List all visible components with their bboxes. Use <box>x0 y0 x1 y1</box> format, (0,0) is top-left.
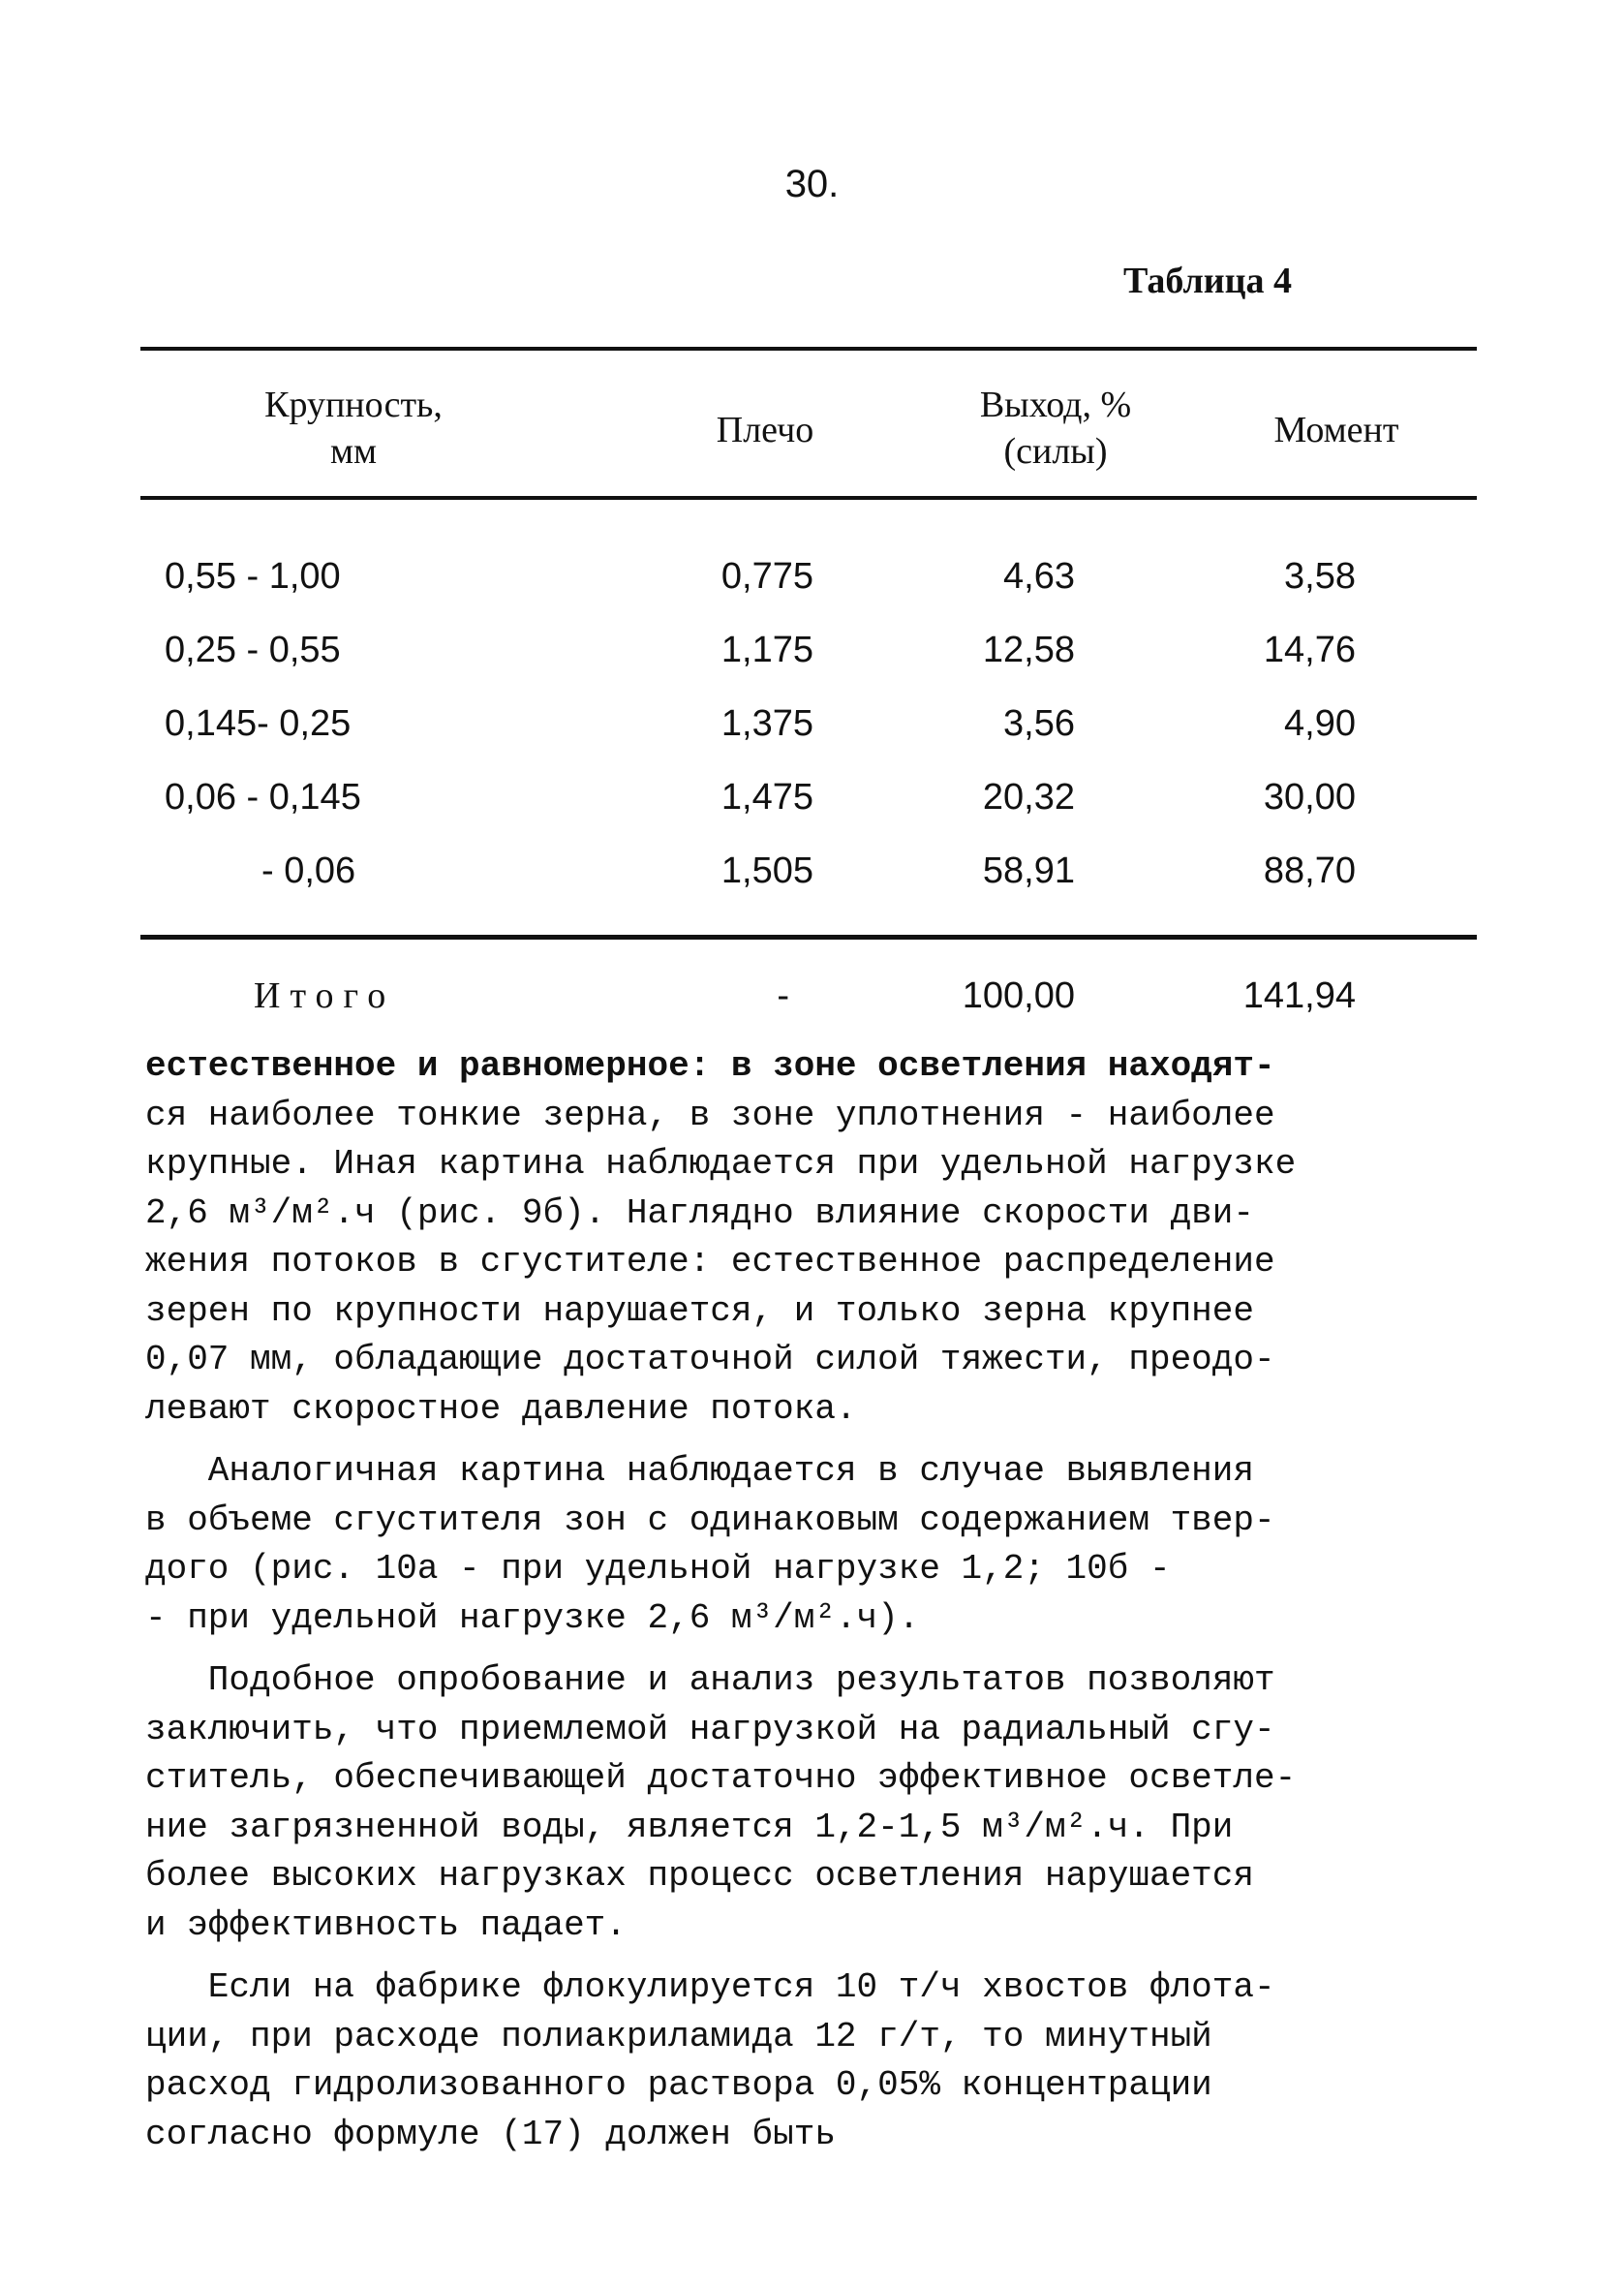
header-size <box>199 382 508 475</box>
text-line: заключить, что приемлемой нагрузкой на радиальный сгу- <box>145 1709 1275 1749</box>
text-line: ся наиболее тонкие зерна, в зоне уплотнения - наиболее <box>145 1095 1275 1135</box>
table-header-rule <box>140 496 1477 500</box>
total-yield: 100,00 <box>962 975 1075 1016</box>
cell-arm: 1,505 <box>720 850 813 891</box>
cell-yield: 20,32 <box>982 777 1075 818</box>
text-line: жения потоков в сгустителе: естественное распределение <box>145 1242 1275 1282</box>
cell-size: 0,145- 0,25 <box>165 703 352 744</box>
total-moment: 141,94 <box>1242 975 1356 1016</box>
paragraph <box>145 1963 1482 2159</box>
header-moment: Момент <box>1273 410 1399 450</box>
cell-moment: 30,00 <box>1263 777 1356 818</box>
cell-yield: 4,63 <box>1003 556 1075 597</box>
header-arm: Плечо <box>716 410 814 450</box>
text-line: Аналогичная картина наблюдается в случае выявления <box>145 1451 1254 1491</box>
page-number: 30. <box>784 163 840 205</box>
text-line: и эффективность падает. <box>145 1904 627 1945</box>
cell-arm: 0,775 <box>720 556 813 597</box>
cell-yield: 12,58 <box>982 630 1075 670</box>
cell-size: 0,06 - 0,145 <box>165 777 361 818</box>
header-size-line1: Крупность, <box>264 385 443 425</box>
cell-arm: 1,475 <box>720 777 813 818</box>
cell-arm: 1,175 <box>720 630 813 670</box>
text-line: Подобное опробование и анализ результатов позволяют <box>145 1660 1275 1700</box>
table-top-rule <box>140 347 1477 351</box>
body-text <box>145 1042 1482 2173</box>
cell-yield: 58,91 <box>982 850 1075 891</box>
table-bottom-rule <box>140 935 1477 940</box>
text-line: ние загрязненной воды, является 1,2-1,5 м³/м².ч. При <box>145 1807 1234 1847</box>
text-line: дого (рис. 10а - при удельной нагрузке 1,2; 10б - <box>145 1549 1171 1589</box>
cell-moment: 4,90 <box>1284 703 1356 744</box>
total-label: Итого <box>254 975 396 1016</box>
cell-arm: 1,375 <box>720 703 813 744</box>
paragraph <box>145 1447 1482 1643</box>
cell-size: - 0,06 <box>261 850 356 891</box>
cell-moment: 3,58 <box>1284 556 1356 597</box>
text-line: согласно формуле (17) должен быть <box>145 2114 836 2154</box>
cell-moment: 14,76 <box>1263 630 1356 670</box>
cell-moment: 88,70 <box>1263 850 1356 891</box>
header-yield <box>910 382 1201 475</box>
text-line: зерен по крупности нарушается, и только зерна крупнее <box>145 1290 1254 1331</box>
paragraph <box>145 1042 1482 1434</box>
text-line: расход гидролизованного раствора 0,05% концентрации <box>145 2065 1212 2105</box>
header-yield-line2: (силы) <box>1003 431 1108 472</box>
total-arm: - <box>777 975 789 1016</box>
text-line: крупные. Иная картина наблюдается при удельной нагрузке <box>145 1144 1297 1184</box>
cell-size: 0,55 - 1,00 <box>165 556 341 597</box>
cell-size: 0,25 - 0,55 <box>165 630 341 670</box>
text-line: более высоких нагрузках процесс осветления нарушается <box>145 1856 1254 1896</box>
text-line: ции, при расходе полиакриламида 12 г/т, то минутный <box>145 2016 1212 2056</box>
text-line: - при удельной нагрузке 2,6 м³/м².ч). <box>145 1597 920 1638</box>
header-size-line2: мм <box>329 431 378 472</box>
text-line: Если на фабрике флокулируется 10 т/ч хвостов флота- <box>145 1967 1275 2007</box>
header-yield-line1: Выход, % <box>979 385 1132 425</box>
paragraph <box>145 1656 1482 1950</box>
text-line: ститель, обеспечивающей достаточно эффективное осветле- <box>145 1758 1297 1798</box>
text-line: в объеме сгустителя зон с одинаковым содержанием твер- <box>145 1500 1275 1540</box>
text-line: 2,6 м³/м².ч (рис. 9б). Наглядно влияние скорости дви- <box>145 1192 1254 1233</box>
text-line: естественное и равномерное: в зоне осветления находят- <box>145 1046 1275 1086</box>
text-line: 0,07 мм, обладающие достаточной силой тяжести, преодо- <box>145 1340 1275 1379</box>
table-caption: Таблица 4 <box>1123 261 1293 301</box>
cell-yield: 3,56 <box>1003 703 1075 744</box>
text-line: левают скоростное давление потока. <box>145 1388 857 1429</box>
